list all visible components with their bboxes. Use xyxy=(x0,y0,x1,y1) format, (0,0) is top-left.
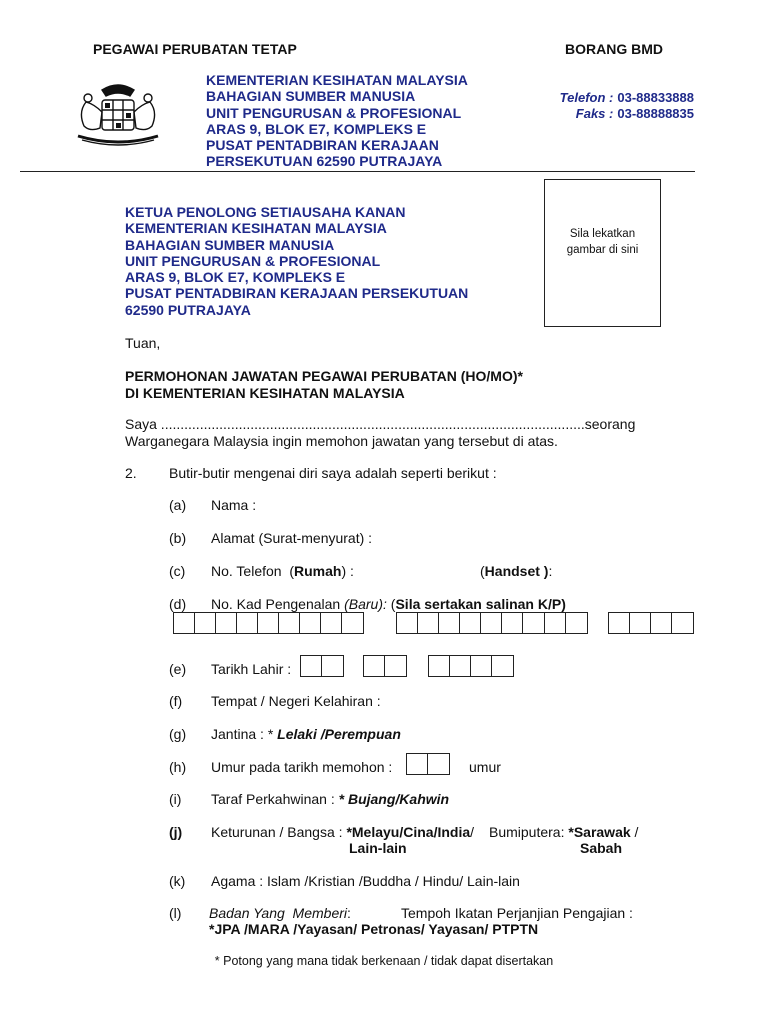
ethnicity-other-option: Lain-lain xyxy=(349,840,407,856)
label-text: / xyxy=(470,824,475,840)
item-number: (e) xyxy=(169,661,187,677)
intro-paragraph xyxy=(125,416,635,450)
item-number: (k) xyxy=(169,873,186,889)
intro-line: Saya .............................................................................................................seorang xyxy=(125,416,636,432)
bumiputera-options: *Sarawak xyxy=(568,824,631,840)
ic-digit-boxes[interactable] xyxy=(608,612,694,634)
label-text: ( xyxy=(480,563,485,579)
photo-box-text: gambar di sini xyxy=(566,244,639,256)
section-text: Butir-butir mengenai diri saya adalah seperti berikut : xyxy=(169,465,497,481)
photo-placeholder-box xyxy=(544,179,661,327)
item-number: (j) xyxy=(169,824,183,840)
address-label: Alamat (Surat-menyurat) : xyxy=(211,530,373,546)
recipient-address xyxy=(125,204,468,318)
ministry-line: UNIT PENGURUSAN & PROFESIONAL xyxy=(206,104,462,121)
label-text: Bumiputera: xyxy=(489,824,569,840)
sponsor-label xyxy=(209,905,351,921)
sponsor-options: *JPA /MARA /Yayasan/ Petronas/ Yayasan/ PTPTN xyxy=(209,921,539,937)
phone-home-label xyxy=(211,563,354,579)
item-number: (h) xyxy=(169,759,187,775)
label-text: : xyxy=(548,563,553,579)
age-suffix: umur xyxy=(469,759,501,775)
form-title: PEGAWAI PERUBATAN TETAP xyxy=(93,41,297,57)
contact-block xyxy=(520,90,694,122)
birth-date-label: Tarikh Lahir : xyxy=(211,661,292,677)
phone-label: Telefon : xyxy=(559,90,614,105)
bumiputera-sabah-option: Sabah xyxy=(580,840,623,856)
age-boxes[interactable] xyxy=(406,753,450,775)
label-text: : xyxy=(347,905,351,921)
birth-month-boxes[interactable] xyxy=(363,655,407,677)
item-number: (d) xyxy=(169,596,187,612)
birthplace-label: Tempat / Negeri Kelahiran : xyxy=(211,693,381,709)
bumiputera-label xyxy=(489,824,638,840)
ethnicity-label xyxy=(211,824,474,840)
label-text: / xyxy=(630,824,639,840)
intro-line: Warganegara Malaysia ingin memohon jawatan yang tersebut di atas. xyxy=(125,433,558,449)
address-line: KEMENTERIAN KESIHATAN MALAYSIA xyxy=(125,220,387,237)
label-text: ( xyxy=(386,596,396,612)
marital-status-label xyxy=(211,791,449,807)
item-number: (g) xyxy=(169,726,187,742)
ministry-line: ARAS 9, BLOK E7, KOMPLEKS E xyxy=(206,120,427,137)
label-text: Badan Yang Memberi xyxy=(209,905,348,921)
label-text: Jantina : * xyxy=(211,726,278,742)
address-line: ARAS 9, BLOK E7, KOMPLEKS E xyxy=(125,269,346,286)
address-line: 62590 PUTRAJAYA xyxy=(125,301,251,318)
header-divider xyxy=(20,171,695,172)
ministry-line: PUSAT PENTADBIRAN KERAJAAN xyxy=(206,137,439,154)
ministry-block xyxy=(206,72,468,170)
item-number: (i) xyxy=(169,791,182,807)
ministry-line: KEMENTERIAN KESIHATAN MALAYSIA xyxy=(206,72,468,88)
item-number: (l) xyxy=(169,905,182,921)
item-number: (b) xyxy=(169,530,187,546)
item-number: (c) xyxy=(169,563,186,579)
ministry-line: PERSEKUTUAN 62590 PUTRAJAYA xyxy=(206,153,443,170)
fax-number: 03-88888835 xyxy=(617,106,694,121)
address-line: BAHAGIAN SUMBER MANUSIA xyxy=(125,236,335,253)
salutation: Tuan, xyxy=(125,335,161,351)
religion-label: Agama : Islam /Kristian /Buddha / Hindu/ Lain-lain xyxy=(211,873,520,889)
label-text: Keturunan / Bangsa : xyxy=(211,824,347,840)
ic-digit-boxes[interactable] xyxy=(396,612,545,634)
fax-label: Faks : xyxy=(575,106,614,121)
label-text: Rumah xyxy=(294,563,342,579)
label-text: Taraf Perkahwinan : xyxy=(211,791,339,807)
gender-options: Lelaki /Perempuan xyxy=(277,726,401,742)
label-text: (Baru): xyxy=(344,596,387,612)
birth-year-boxes[interactable] xyxy=(428,655,514,677)
ic-digit-boxes[interactable] xyxy=(173,612,364,634)
section-number: 2. xyxy=(125,465,137,481)
gender-label xyxy=(211,726,401,742)
label-text: Handset ) xyxy=(484,563,549,579)
bond-period-label: Tempoh Ikatan Perjanjian Pengajian : xyxy=(401,905,633,921)
malaysia-coat-of-arms-icon xyxy=(72,82,164,148)
address-line: UNIT PENGURUSAN & PROFESIONAL xyxy=(125,252,381,269)
label-text: No. Kad Pengenalan xyxy=(211,596,345,612)
label-text: No. Telefon ( xyxy=(211,563,295,579)
birth-day-boxes[interactable] xyxy=(300,655,344,677)
ministry-line: BAHAGIAN SUMBER MANUSIA xyxy=(206,88,416,105)
photo-box-text: Sila lekatkan xyxy=(569,228,636,240)
subject xyxy=(125,368,523,401)
address-line: KETUA PENOLONG SETIAUSAHA KANAN xyxy=(125,204,406,220)
name-label: Nama : xyxy=(211,497,257,513)
subject-line: PERMOHONAN JAWATAN PEGAWAI PERUBATAN (HO/MO)* xyxy=(125,368,523,384)
age-label: Umur pada tarikh memohon : xyxy=(211,759,393,775)
label-text: Sila sertakan salinan K/P) xyxy=(395,596,566,612)
phone-number: 03-88833888 xyxy=(617,90,694,105)
address-line: PUSAT PENTADBIRAN KERAJAAN PERSEKUTUAN xyxy=(125,285,469,302)
ethnicity-options: *Melayu/Cina/India xyxy=(346,824,471,840)
footnote: * Potong yang mana tidak berkenaan / tidak dapat disertakan xyxy=(214,954,554,968)
marital-options: * Bujang/Kahwin xyxy=(338,791,450,807)
ic-digit-boxes[interactable] xyxy=(544,612,588,634)
phone-handset-label xyxy=(480,563,552,579)
form-code: BORANG BMD xyxy=(565,41,663,57)
ic-number-label xyxy=(211,596,566,612)
label-text: ) : xyxy=(341,563,354,579)
subject-line: DI KEMENTERIAN KESIHATAN MALAYSIA xyxy=(125,384,405,401)
item-number: (f) xyxy=(169,693,183,709)
item-number: (a) xyxy=(169,497,187,513)
